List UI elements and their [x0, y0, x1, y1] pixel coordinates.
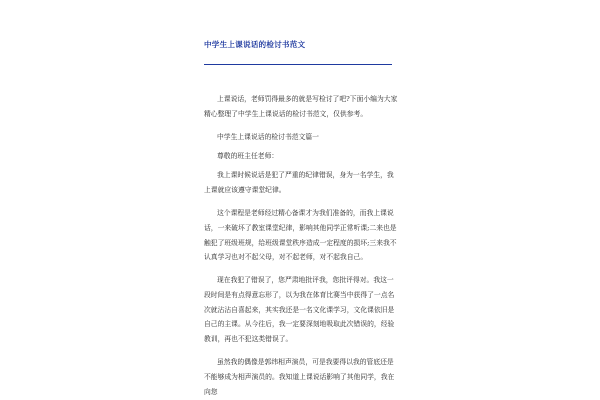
document-title: 中学生上课说话的检讨书范文	[204, 40, 306, 49]
title-divider	[204, 64, 392, 65]
salutation: 尊敬的班主任老师：	[217, 152, 279, 160]
section-heading: 中学生上课说话的检讨书范文篇一	[217, 133, 319, 141]
body-paragraph-2: 这个课程是老师经过精心备课才为我们准备的，而我上课说话，一来破坏了教室课堂纪律，影响其他同学正常听课;二来也是触犯了班级班规，给班级课堂秩序造成一定程度的损坏;三来我不认真学习也对不起父母，对不起老师，对不起我自己。	[204, 209, 397, 262]
body-paragraph-3: 现在我犯了错误了，您严肃地批评我，您批评得对。我这一段时间是有点得意忘形了，以为我在体育比赛当中获得了一点名次就沾沾自喜起来，其实我还是一名文化课学习，文化课依旧是自己的主课。从今往后，我一定要深刻地吸取此次错误的，经验教训，再也不犯这类错误了。	[204, 276, 395, 344]
intro-paragraph: 上课说话，老师罚得最多的就是写检讨了吧?下面小编为大家精心整理了中学生上课说话的检讨书范文，仅供参考。	[204, 95, 398, 118]
body-paragraph-4: 虽然我的偶像是郭纬相声演员，可是我要得以我的管底还是不能够成为相声演员的。我知道上课说话影响了其他同学，我在向您	[204, 358, 395, 396]
body-paragraph-1: 我上课时候说话是犯了严重的纪律错误，身为一名学生，我上课就应该遵守课堂纪律。	[204, 171, 394, 194]
